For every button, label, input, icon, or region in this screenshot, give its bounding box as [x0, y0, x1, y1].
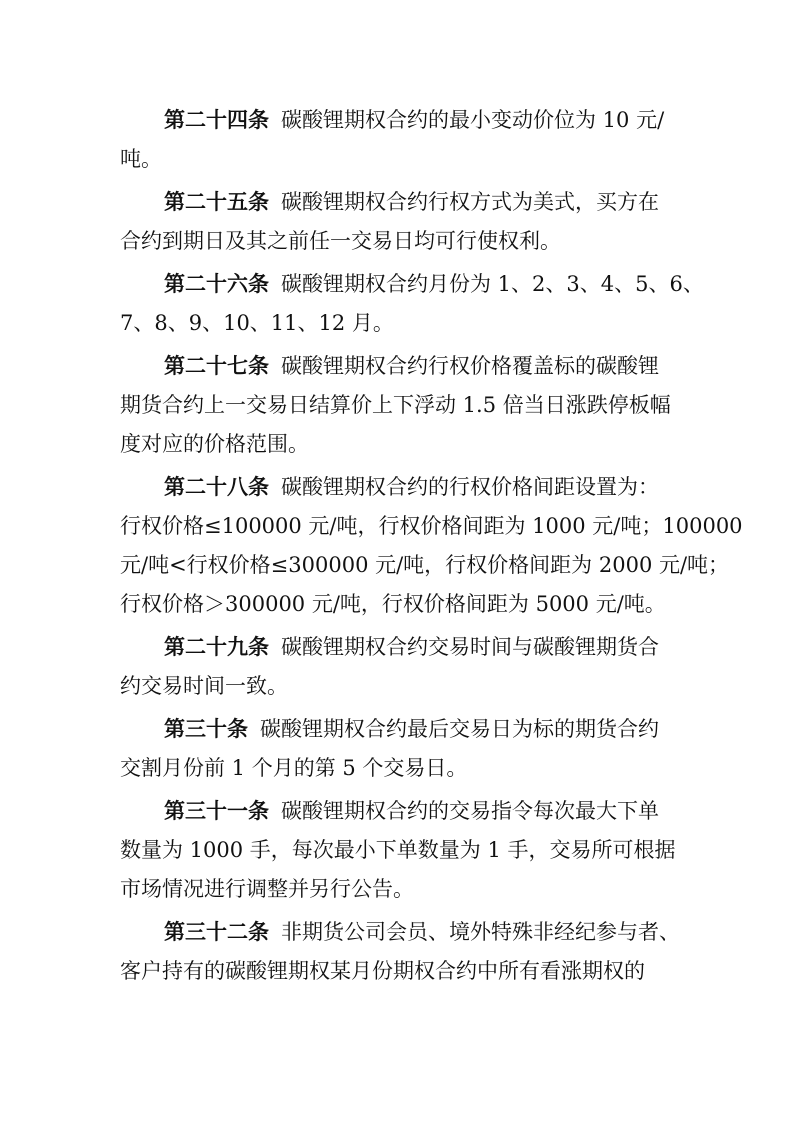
article-28-line-1 — [164, 473, 659, 501]
article-28-line-2: 行权价格≤100000 元/吨，行权价格间距为 1000 元/吨；100000 — [120, 514, 743, 538]
article-32-heading: 第三十二条 — [164, 920, 269, 944]
article-30-line-2: 交割月份前 1 个月的第 5 个交易日。 — [120, 756, 468, 780]
article-27-line-3: 度对应的价格范围。 — [120, 432, 309, 456]
article-31-line-2: 数量为 1000 手，每次最小下单数量为 1 手，交易所可根据 — [120, 838, 676, 862]
article-32-text-1: 非期货公司会员、境外特殊非经纪参与者、 — [281, 920, 680, 944]
article-30-text-1: 碳酸锂期权合约最后交易日为标的期货合约 — [260, 717, 659, 741]
article-27-line-2: 期货合约上一交易日结算价上下浮动 1.5 倍当日涨跌停板幅 — [120, 393, 671, 417]
article-28-line-3: 元/吨<行权价格≤300000 元/吨，行权价格间距为 2000 元/吨； — [120, 553, 730, 577]
article-28-heading: 第二十八条 — [164, 475, 269, 499]
article-32-line-1 — [164, 918, 680, 946]
article-26-heading: 第二十六条 — [164, 272, 269, 296]
article-27-line-1 — [164, 352, 659, 380]
article-26-text-1: 碳酸锂期权合约月份为 1、2、3、4、5、6、 — [281, 272, 704, 296]
article-24-line-2: 吨。 — [120, 147, 162, 171]
article-31-line-1 — [164, 797, 659, 825]
article-25-heading: 第二十五条 — [164, 190, 269, 214]
article-25-line-1 — [164, 188, 659, 216]
article-24-text-1: 碳酸锂期权合约的最小变动价位为 10 元/ — [281, 108, 665, 132]
article-29-line-2: 约交易时间一致。 — [120, 674, 288, 698]
article-24-line-1 — [164, 106, 664, 134]
article-27-text-1: 碳酸锂期权合约行权价格覆盖标的碳酸锂 — [281, 354, 659, 378]
article-31-heading: 第三十一条 — [164, 799, 269, 823]
article-26-line-2: 7、8、9、10、11、12 月。 — [120, 311, 394, 335]
article-24-heading: 第二十四条 — [164, 108, 269, 132]
article-28-text-1: 碳酸锂期权合约的行权价格间距设置为： — [281, 475, 659, 499]
article-29-text-1: 碳酸锂期权合约交易时间与碳酸锂期货合 — [281, 635, 659, 659]
article-31-line-3: 市场情况进行调整并另行公告。 — [120, 877, 414, 901]
article-30-line-1 — [164, 715, 659, 743]
article-32-line-2: 客户持有的碳酸锂期权某月份期权合约中所有看涨期权的 — [120, 959, 645, 983]
article-27-heading: 第二十七条 — [164, 354, 269, 378]
article-25-text-1: 碳酸锂期权合约行权方式为美式，买方在 — [281, 190, 659, 214]
article-31-text-1: 碳酸锂期权合约的交易指令每次最大下单 — [281, 799, 659, 823]
article-29-line-1 — [164, 633, 659, 661]
article-26-line-1 — [164, 270, 704, 298]
article-29-heading: 第二十九条 — [164, 635, 269, 659]
article-28-line-4: 行权价格＞300000 元/吨，行权价格间距为 5000 元/吨。 — [120, 592, 666, 616]
article-25-line-2: 合约到期日及其之前任一交易日均可行使权利。 — [120, 229, 561, 253]
article-30-heading: 第三十条 — [164, 717, 248, 741]
